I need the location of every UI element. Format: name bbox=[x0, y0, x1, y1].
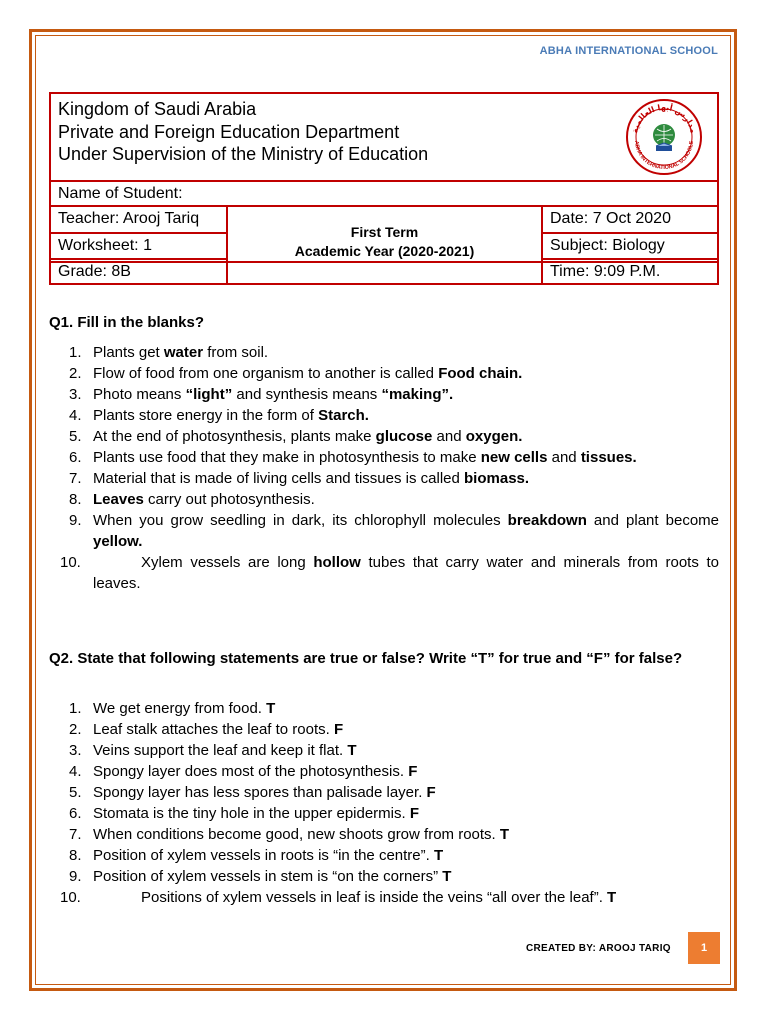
item-text: When you grow seedling in dark, its chlorophyll molecules bbox=[93, 512, 508, 529]
school-logo-icon bbox=[625, 98, 703, 176]
item-number: 9. bbox=[69, 868, 82, 885]
item-text: Position of xylem vessels in stem is “on the corners” bbox=[93, 868, 439, 885]
item-answer: F bbox=[426, 784, 436, 801]
item-answer: F bbox=[408, 763, 418, 780]
item-answer: Food chain. bbox=[438, 365, 523, 382]
logo-english-text: ABHA INTERNATIONAL SCHOOLS bbox=[632, 140, 696, 172]
item-text: At the end of photosynthesis, plants make bbox=[93, 428, 376, 445]
item-text: Plants use food that they make in photosynthesis to make bbox=[93, 449, 481, 466]
item-text: Stomata is the tiny hole in the upper epidermis. bbox=[93, 805, 406, 822]
item-answer: hollow bbox=[313, 554, 361, 571]
item-number: 6. bbox=[69, 449, 82, 466]
list-item bbox=[49, 824, 719, 845]
list-item bbox=[49, 761, 719, 782]
item-text: Leaf stalk attaches the leaf to roots. bbox=[93, 721, 330, 738]
item-number: 10. bbox=[60, 554, 81, 571]
item-answer: new cells bbox=[480, 449, 548, 466]
item-number: 1. bbox=[69, 700, 82, 717]
item-answer: F bbox=[333, 721, 344, 738]
teacher-cell: Teacher: Arooj Tariq bbox=[58, 210, 200, 227]
item-number: 9. bbox=[69, 512, 82, 529]
item-text: carry out photosynthesis. bbox=[143, 491, 315, 508]
header-lines bbox=[58, 98, 428, 166]
list-item bbox=[49, 845, 719, 866]
item-number: 7. bbox=[69, 826, 82, 843]
item-number: 2. bbox=[69, 721, 82, 738]
item-text: Plants get bbox=[93, 344, 164, 361]
item-text: Flow of food from one organism to another is called bbox=[93, 365, 439, 382]
item-text: We get energy from food. bbox=[93, 700, 262, 717]
logo-arabic-text: مدارس أبها العالمية bbox=[630, 102, 698, 135]
item-number: 10. bbox=[60, 889, 81, 906]
list-item bbox=[49, 782, 719, 803]
header-line-2: Private and Foreign Education Department bbox=[58, 121, 400, 142]
page-number: 1 bbox=[688, 932, 720, 964]
term-info bbox=[228, 223, 541, 261]
list-item bbox=[49, 447, 719, 468]
list-item bbox=[49, 740, 719, 761]
header-table bbox=[49, 92, 719, 285]
list-item bbox=[49, 405, 719, 426]
grade-cell: Grade: 8B bbox=[51, 258, 226, 283]
list-item bbox=[49, 342, 719, 363]
item-text: Material that is made of living cells and tissues is called bbox=[93, 470, 465, 487]
header-bottom-line bbox=[49, 261, 719, 263]
item-answer: T bbox=[607, 889, 617, 906]
item-answer: T bbox=[442, 868, 452, 885]
item-number: 5. bbox=[69, 428, 82, 445]
item-answer: “light” bbox=[185, 386, 233, 403]
worksheet-cell: Worksheet: 1 bbox=[51, 232, 226, 257]
list-item bbox=[49, 698, 719, 719]
header-line-3: Under Supervision of the Ministry of Education bbox=[58, 144, 429, 164]
list-item bbox=[49, 468, 719, 489]
academic-year-label: Academic Year (2020-2021) bbox=[294, 243, 475, 259]
item-number: 8. bbox=[69, 491, 82, 508]
item-answer: T bbox=[266, 700, 276, 717]
item-text: Plants store energy in the form of bbox=[93, 407, 319, 424]
item-text: When conditions become good, new shoots grow from roots. bbox=[93, 826, 496, 843]
item-answer: T bbox=[347, 742, 357, 759]
item-text: and synthesis means bbox=[232, 386, 382, 403]
list-item bbox=[49, 510, 719, 552]
item-answer: biomass. bbox=[464, 470, 530, 487]
item-answer: breakdown bbox=[507, 512, 587, 529]
item-number: 4. bbox=[69, 763, 82, 780]
time-cell: Time: 9:09 P.M. bbox=[543, 258, 717, 283]
item-number: 3. bbox=[69, 386, 82, 403]
item-answer: tissues. bbox=[580, 449, 637, 466]
item-text: Position of xylem vessels in roots is “in the centre”. bbox=[93, 847, 430, 864]
list-item bbox=[49, 803, 719, 824]
list-item bbox=[49, 887, 719, 908]
q1-title: Q1. Fill in the blanks? bbox=[49, 314, 205, 331]
item-text: from soil. bbox=[203, 344, 269, 361]
item-text: Spongy layer has less spores than palisade layer. bbox=[93, 784, 423, 801]
item-answer: F bbox=[409, 805, 420, 822]
item-text: and bbox=[547, 449, 581, 466]
item-number: 2. bbox=[69, 365, 82, 382]
info-left-column bbox=[51, 207, 228, 283]
item-number: 5. bbox=[69, 784, 82, 801]
item-text: Spongy layer does most of the photosynthesis. bbox=[93, 763, 405, 780]
item-answer: water bbox=[163, 344, 204, 361]
list-item bbox=[49, 719, 719, 740]
footer-created-by: CREATED BY: AROOJ TARIQ bbox=[526, 943, 671, 954]
item-number: 8. bbox=[69, 847, 82, 864]
item-number: 3. bbox=[69, 742, 82, 759]
list-item bbox=[49, 426, 719, 447]
list-item bbox=[49, 866, 719, 887]
list-item bbox=[49, 489, 719, 510]
item-text: Xylem vessels are long bbox=[141, 554, 314, 571]
item-number: 1. bbox=[69, 344, 82, 361]
item-text: Veins support the leaf and keep it flat. bbox=[93, 742, 344, 759]
info-row bbox=[51, 207, 717, 283]
list-item bbox=[49, 384, 719, 405]
item-answer: glucose bbox=[375, 428, 433, 445]
student-name-row: Name of Student: bbox=[51, 182, 717, 207]
item-answer: “making”. bbox=[381, 386, 454, 403]
item-answer: oxygen. bbox=[465, 428, 523, 445]
term-label: First Term bbox=[350, 224, 419, 240]
item-text: Positions of xylem vessels in leaf is inside the veins “all over the leaf”. bbox=[141, 889, 603, 906]
item-text: Photo means bbox=[93, 386, 186, 403]
header-line-1: Kingdom of Saudi Arabia bbox=[58, 99, 257, 119]
subject-cell: Subject: Biology bbox=[543, 232, 717, 257]
item-answer: yellow. bbox=[93, 533, 143, 550]
list-item bbox=[49, 363, 719, 384]
date-cell: Date: 7 Oct 2020 bbox=[550, 210, 671, 227]
school-name-header: ABHA INTERNATIONAL SCHOOL bbox=[539, 45, 718, 57]
q2-title: Q2. State that following statements are true or false? Write “T” for true and “F” for false? bbox=[49, 650, 683, 667]
item-answer: T bbox=[433, 847, 444, 864]
item-number: 7. bbox=[69, 470, 82, 487]
item-answer: T bbox=[499, 826, 510, 843]
q2-list bbox=[49, 698, 719, 908]
item-text: tubes that carry water and minerals from roots to leaves. bbox=[93, 554, 719, 592]
item-number: 4. bbox=[69, 407, 82, 424]
info-right-column bbox=[541, 207, 717, 283]
header-top-row bbox=[51, 94, 717, 182]
list-item bbox=[49, 552, 719, 594]
item-text: and bbox=[432, 428, 466, 445]
item-answer: Starch. bbox=[318, 407, 369, 424]
item-answer: Leaves bbox=[93, 491, 144, 508]
item-number: 6. bbox=[69, 805, 82, 822]
q1-list bbox=[49, 342, 719, 594]
item-text: and plant become bbox=[586, 512, 719, 529]
